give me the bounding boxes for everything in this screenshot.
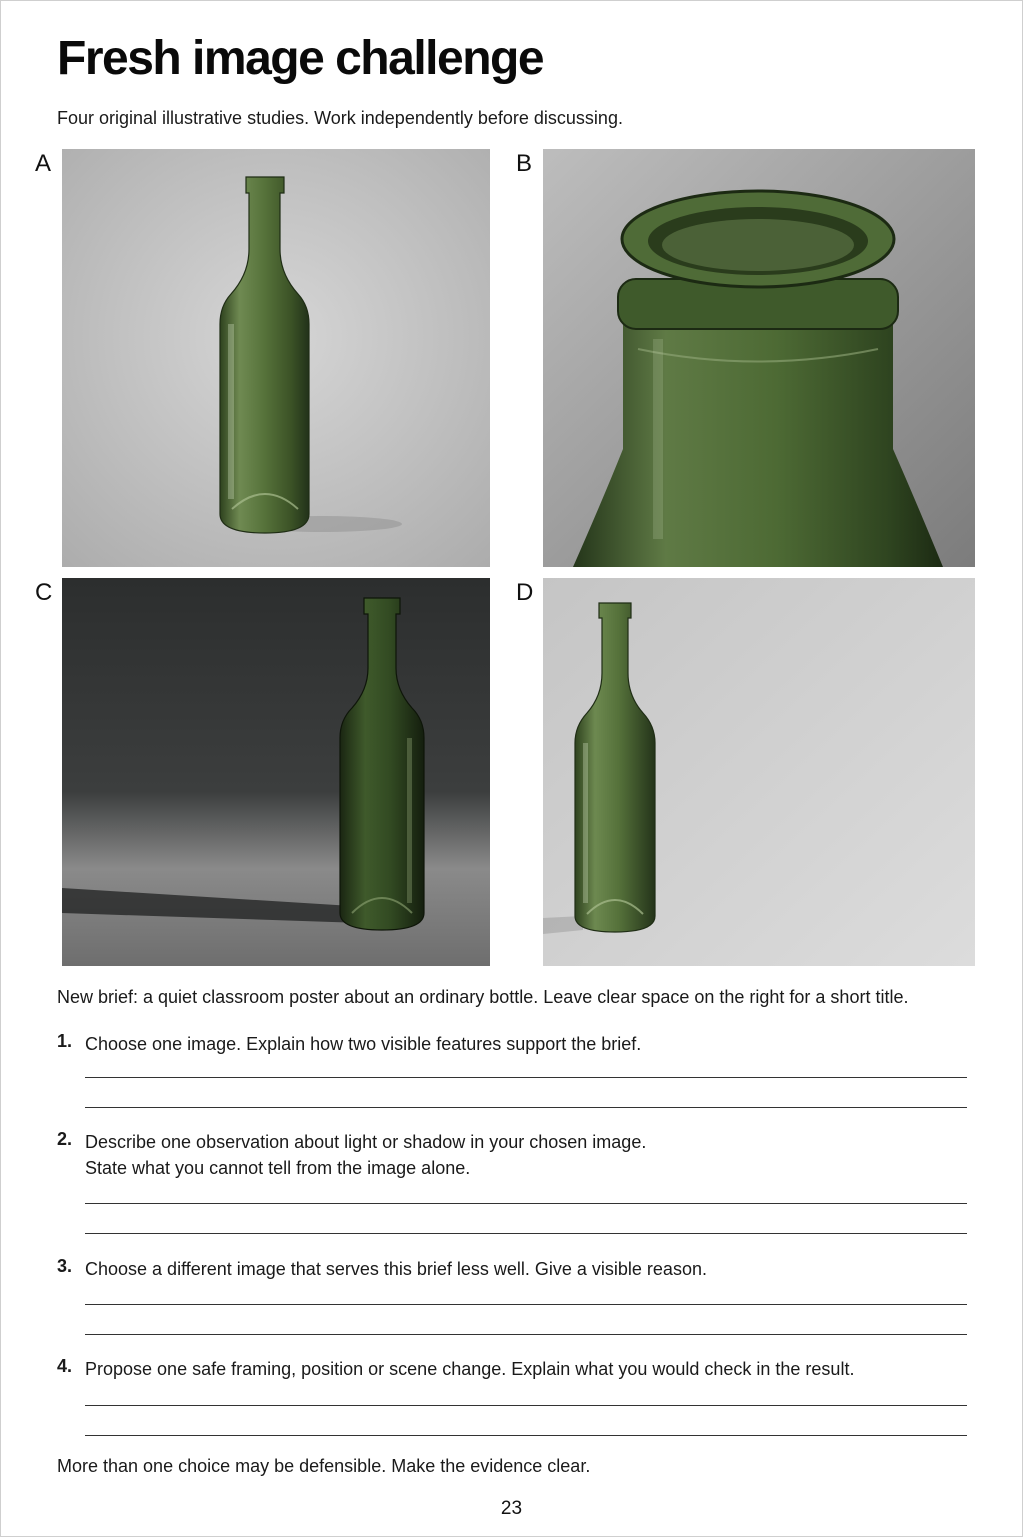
answer-line[interactable]	[85, 1107, 967, 1108]
question-line: Choose a different image that serves this brief less well. Give a visible reason.	[85, 1259, 707, 1279]
question-number: 4.	[57, 1356, 73, 1376]
question-number: 3.	[57, 1256, 73, 1276]
footer-note: More than one choice may be defensible. Make the evidence clear.	[57, 1456, 591, 1476]
image-a-full-bottle-light-background	[62, 149, 490, 567]
page-subtitle: Four original illustrative studies. Work independently before discussing.	[57, 108, 623, 128]
answer-line[interactable]	[85, 1203, 967, 1204]
question-line: State what you cannot tell from the image alone.	[85, 1158, 471, 1178]
question-number: 2.	[57, 1129, 73, 1149]
page-number: 23	[500, 1498, 523, 1519]
question-number: 1.	[57, 1031, 73, 1051]
question-line: Describe one observation about light or shadow in your chosen image.	[85, 1132, 647, 1152]
image-b-bottle-neck-closeup	[543, 149, 975, 567]
answer-line[interactable]	[85, 1233, 967, 1234]
page-title: Fresh image challenge	[57, 32, 544, 85]
answer-line[interactable]	[85, 1304, 967, 1305]
image-d-bottle-left-open-space-right	[543, 578, 975, 966]
question-text	[85, 1031, 641, 1057]
question-text	[85, 1256, 707, 1282]
answer-line[interactable]	[85, 1435, 967, 1436]
answer-line[interactable]	[85, 1334, 967, 1335]
answer-line[interactable]	[85, 1077, 967, 1078]
question-text	[85, 1129, 646, 1181]
question-line: Choose one image. Explain how two visible features support the brief.	[85, 1034, 642, 1054]
answer-line[interactable]	[85, 1405, 967, 1406]
question-line: Propose one safe framing, position or scene change. Explain what you would check in the result.	[85, 1359, 855, 1379]
panel-label-d: D	[516, 579, 534, 606]
panel-label-c: C	[35, 579, 53, 606]
brief-text: New brief: a quiet classroom poster about an ordinary bottle. Leave clear space on the right for a short title.	[57, 987, 909, 1007]
question-text	[85, 1356, 854, 1382]
panel-label-b: B	[516, 150, 533, 177]
image-c-bottle-dark-background-long-shadow	[62, 578, 490, 966]
panel-label-a: A	[35, 150, 52, 177]
